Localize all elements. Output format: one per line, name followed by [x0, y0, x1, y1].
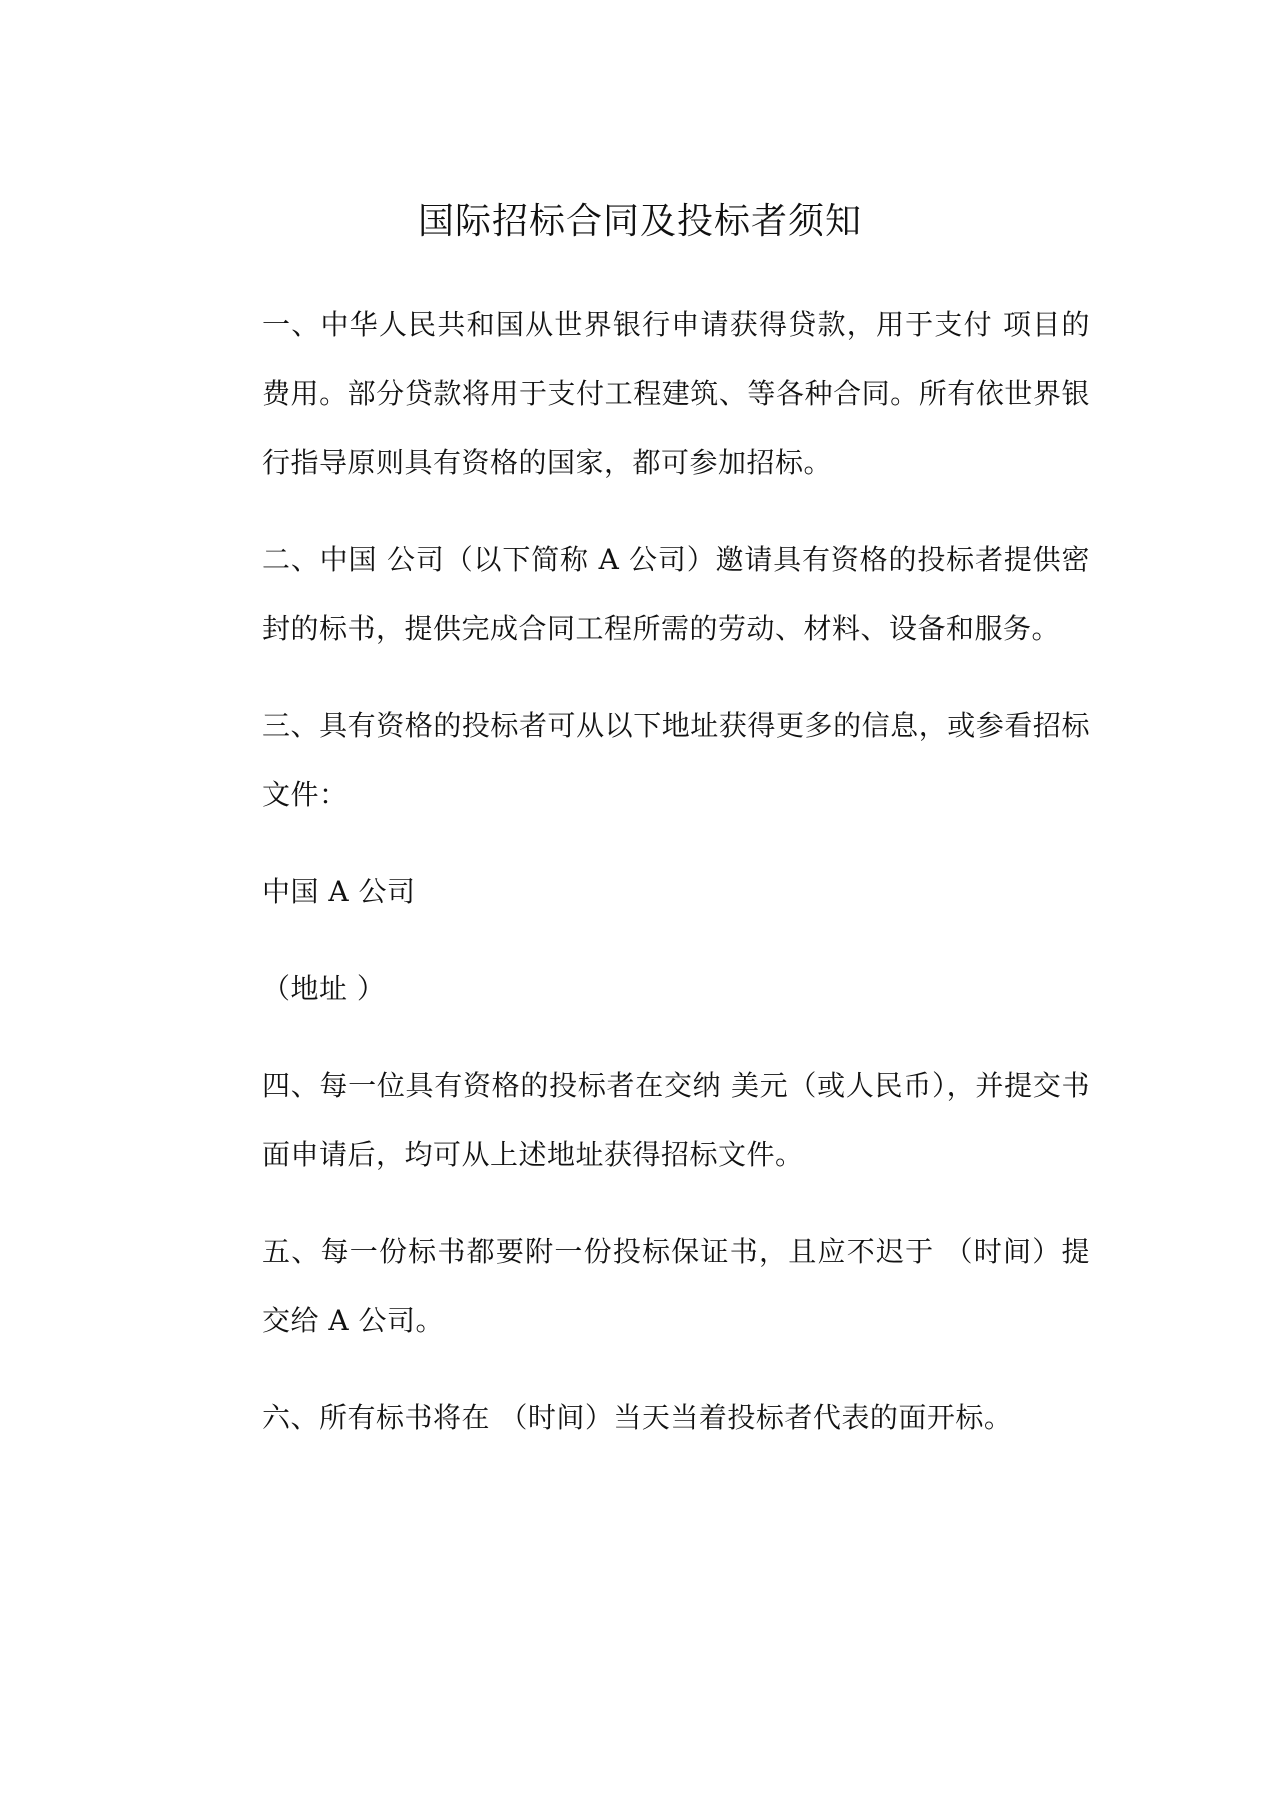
document-body [262, 290, 1090, 1480]
paragraph-4: 四、每一位具有资格的投标者在交纳 美元（或人民币），并提交书面申请后，均可从上述地址获得招标文件。 [262, 1069, 1090, 1171]
company-name: 中国 A 公司 [262, 875, 416, 908]
paragraph-3: 三、具有资格的投标者可从以下地址获得更多的信息，或参看招标文件： [262, 709, 1090, 811]
company-address: （地址 ） [262, 972, 386, 1005]
paragraph-6: 六、所有标书将在 （时间）当天当着投标者代表的面开标。 [262, 1401, 1013, 1434]
paragraph-1: 一、中华人民共和国从世界银行申请获得贷款，用于支付 项目的费用。部分贷款将用于支付工程建筑、等各种合同。所有依世界银行指导原则具有资格的国家，都可参加招标。 [262, 308, 1090, 479]
paragraph-5: 五、每一份标书都要附一份投标保证书，且应不迟于 （时间）提交给 A 公司。 [262, 1235, 1090, 1337]
paragraph-2: 二、中国 公司（以下简称 A 公司）邀请具有资格的投标者提供密封的标书，提供完成合同工程所需的劳动、材料、设备和服务。 [262, 543, 1090, 645]
document-title: 国际招标合同及投标者须知 [417, 201, 862, 242]
